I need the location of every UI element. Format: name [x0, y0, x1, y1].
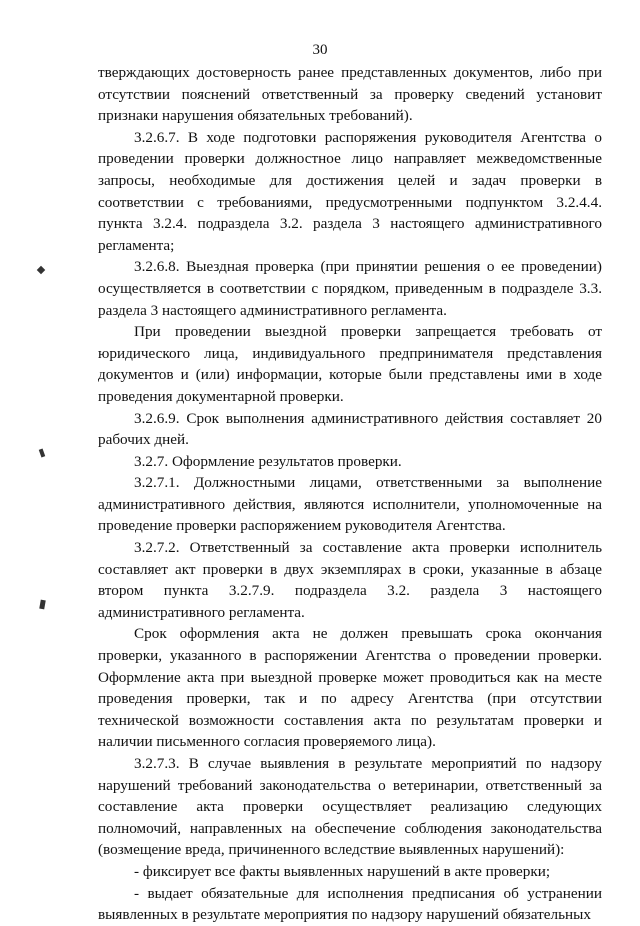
list-item: - выдает обязательные для исполнения предписания об устранении выявленных в результате мероприятия по надзору нарушений обязательных [98, 884, 602, 924]
list-item: - фиксирует все факты выявленных нарушений в акте проверки; [134, 862, 551, 880]
paragraph: 3.2.6.9. Срок выполнения административного действия составляет 20 рабочих дней. [98, 409, 602, 449]
scan-artifact-mark [39, 449, 45, 458]
paragraph: 3.2.7.1. Должностными лицами, ответственными за выполнение административного действия, являются исполнители, уполномоченные на проведение проверки распоряжением руководителя Агентства. [98, 474, 602, 535]
paragraph: 3.2.7.2. Ответственный за составление акта проверки исполнитель составляет акт проверки в двух экземплярах в сроки, указанные в абзаце втором пункта 3.2.7.9. подраздела 3.2. раздела 3 настоящего административного регламента. [98, 539, 602, 621]
paragraph: 3.2.7. Оформление результатов проверки. [134, 452, 402, 470]
scan-artifact-mark [39, 600, 45, 610]
paragraph: тверждающих достоверность ранее представленных документов, либо при отсутствии пояснений ответственный за проверку сведений установит признаки нарушения обязательных требований). [98, 64, 602, 125]
paragraph: При проведении выездной проверки запрещается требовать от юридического лица, индивидуального предпринимателя представления документов и (или) информации, которые были представлены ими в ходе проведения документарной проверки. [98, 323, 602, 405]
scan-artifact-mark [37, 266, 45, 274]
paragraph: 3.2.6.7. В ходе подготовки распоряжения руководителя Агентства о проведении проверки должностное лицо направляет межведомственные запросы, необходимые для достижения целей и задач проверки в соответствии с требованиями, предусмотренными подпунктом 3.2.4.4. пункта 3.2.4. подраздела 3.2. раздела 3 настоящего административного регламента; [98, 128, 602, 254]
paragraph: Срок оформления акта не должен превышать срока окончания проверки, указанного в распоряжении Агентства о проведении проверки. Оформление акта при выездной проверке может проводиться как на месте проведения проверки, так и по адресу Агентства (при отсутствии технической возможности составления акта по результатам проверки и наличии письменного согласия проверяемого лица). [98, 625, 602, 751]
page-number: 30 [312, 42, 328, 58]
document-body [98, 62, 602, 926]
paragraph: 3.2.7.3. В случае выявления в результате мероприятий по надзору нарушений требований законодательства о ветеринарии, ответственный за составление акта проверки осуществляет реализацию следующих полномочий, направленных на обеспечение соблюдения законодательства (возмещение вреда, причиненного вследствие выявленных нарушений): [98, 755, 602, 859]
paragraph: 3.2.6.8. Выездная проверка (при принятии решения о ее проведении) осуществляется в соответствии с порядком, приведенным в подразделе 3.3. раздела 3 настоящего административного регламента. [98, 258, 602, 319]
